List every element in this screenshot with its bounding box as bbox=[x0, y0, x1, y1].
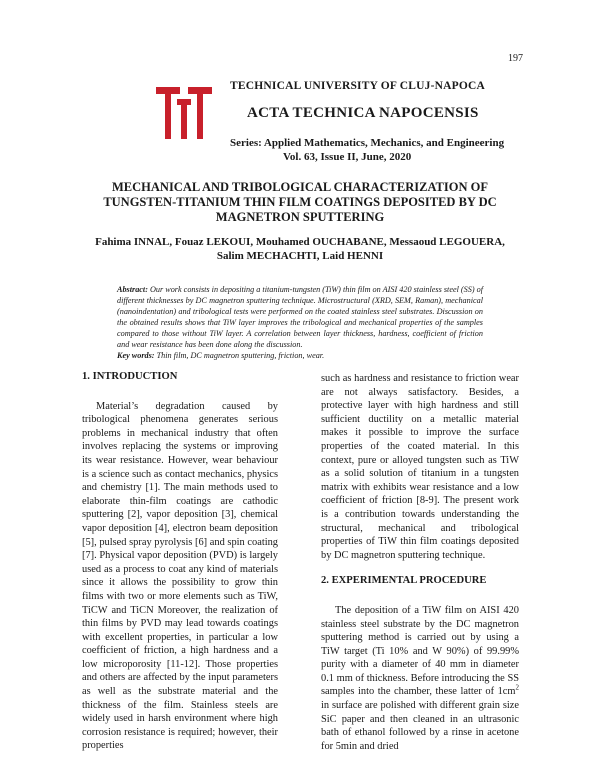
journal-volume: Vol. 63, Issue II, June, 2020 bbox=[283, 151, 412, 163]
journal-name: ACTA TECHNICA NAPOCENSIS bbox=[247, 105, 479, 121]
page-number: 197 bbox=[508, 53, 523, 64]
authors-line-1: Fahima INNAL, Fouaz LEKOUI, Mouhamed OUCHABANE, Messaoud LEGOUERA, bbox=[95, 236, 505, 248]
experimental-text-a: The deposition of a TiW film on AISI 420 stainless steel substrate by the DC magnetron sputtering method is carried out by using a TiW target (Ti 10% and W 90%) of 99.99% purity with a diameter of 40 mm in diameter 0.1 mm of thickness. Before introducing the SS samples into the chamber, these latter of 1cm bbox=[321, 604, 519, 698]
introduction-paragraph-right: such as hardness and resistance to friction wear are not always satisfactory. Besides, a protective layer with high hardness and still sufficient ductility on a metallic material makes it possible to improve the surface properties of the coated material. In this context, pure or alloyed tungsten such as TiW as a solid solution of titanium in a tungsten matrix with exhibits wear resistance and a low coefficient of friction [8-9]. The present work is a contribution towards understanding the structural, mechanical and tribological properties of TiW thin film coatings deposited by DC magnetron sputtering technique. bbox=[321, 373, 519, 561]
introduction-paragraph-left: Material’s degradation caused by tribological phenomena generates serious problems in mechanical industry that often involves replacing the systems or improving its wear resistance. However, wear behaviour is a science such as contact mechanics, physics and chemistry [1]. The main methods used to elaborate thin-film coatings are cathodic sputtering [2], vapor deposition [3], chemical vapor deposition [4], electron beam deposition [5], pulsed spray pyrolysis [6] and spin coating [7]. Physical vapor deposition (PVD) is largely used as a process to coat any kind of materials since it allows the possibility to grow thin films with two or more elements such as TiW, TiCW and TiCN Moreover, the realization of thin films by PVD may lead towards coatings with excellent properties, in particular a low coefficient of friction, a high hardness and a low microporosity [11-12]. Those properties and others are affected by the input parameters as well as the substrate material and the thickness of the film. Stainless steels are widely used in harsh environment where high corrosion resistance is required; however, their properties bbox=[82, 400, 278, 752]
left-column bbox=[82, 370, 278, 753]
abstract-label: Abstract: bbox=[117, 285, 148, 294]
university-name: TECHNICAL UNIVERSITY OF CLUJ-NAPOCA bbox=[230, 80, 486, 92]
experimental-text-b: in surface are polished with different grain size SiC paper and then cleaned in an ultrasonic bath of ethanol followed by a rinse in acetone for 5min and dried bbox=[321, 700, 519, 752]
paper-title: MECHANICAL AND TRIBOLOGICAL CHARACTERIZATION OF TUNGSTEN-TITANIUM THIN FILM COATINGS DEPOSITED BY DC MAGNETRON SPUTTERING bbox=[103, 180, 497, 224]
section-heading-introduction: 1. INTRODUCTION bbox=[82, 371, 178, 382]
abstract bbox=[117, 284, 483, 361]
abstract-text: Our work consists in depositing a titanium-tungsten (TiW) thin film on AISI 420 stainless steel (SS) of different thicknesses by DC magnetron sputtering technique. Microstructural (XRD, SEM, Raman), mechanical (nanoindentation) and tribological tests were performed on the coated stainless steel substrates. Discussion on the obtained results shows that TiW layer improves the tribological and mechanical properties of the samples compared to those without TiW layer. A correlation between layer thickness, hardness, coefficient of friction and wear resistance has been done along the discussion. bbox=[117, 285, 483, 349]
keywords-label: Key words: bbox=[117, 351, 155, 360]
university-logo-icon bbox=[156, 85, 212, 139]
keywords-text: Thin film, DC magnetron sputtering, friction, wear. bbox=[154, 351, 325, 360]
experimental-paragraph bbox=[321, 604, 519, 754]
authors-line-2: Salim MECHACHTI, Laid HENNI bbox=[216, 250, 384, 262]
journal-series: Series: Applied Mathematics, Mechanics, and Engineering bbox=[230, 137, 505, 149]
authors bbox=[80, 235, 520, 263]
superscript-2: 2 bbox=[515, 684, 519, 692]
right-column bbox=[321, 372, 519, 753]
section-heading-experimental: 2. EXPERIMENTAL PROCEDURE bbox=[321, 575, 487, 587]
